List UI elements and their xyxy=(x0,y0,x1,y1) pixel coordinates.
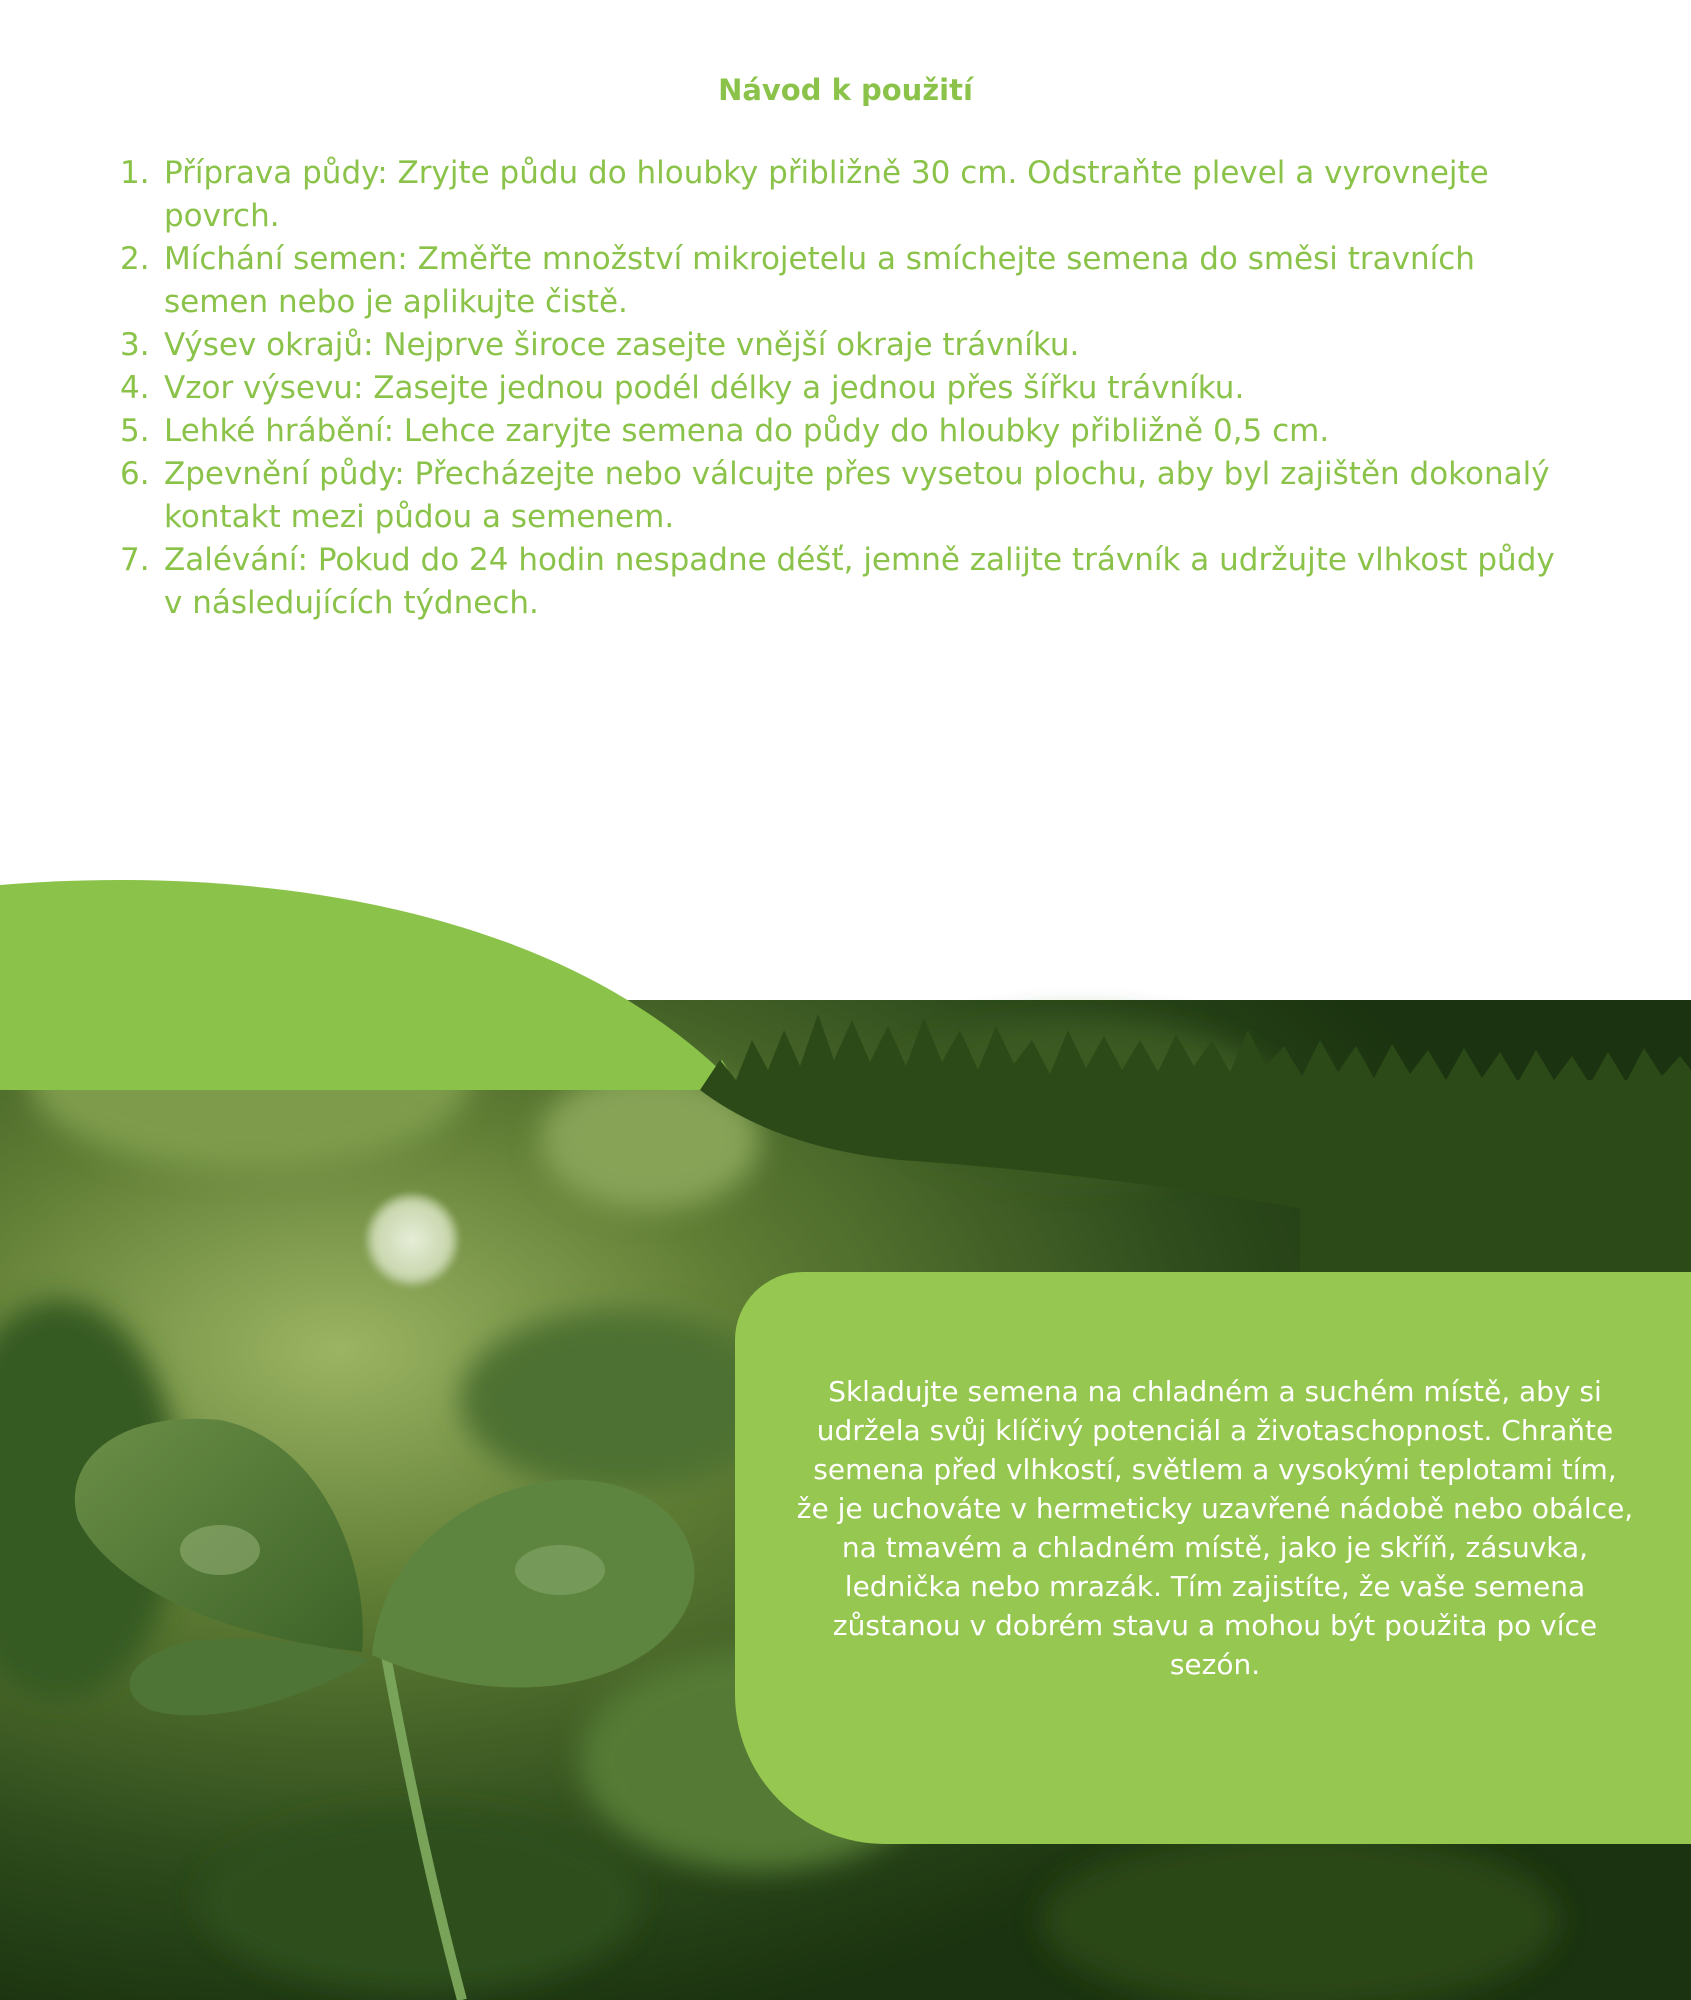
list-item xyxy=(120,238,1560,324)
step-number: 2. xyxy=(120,241,150,277)
list-item xyxy=(120,324,1560,367)
list-item xyxy=(120,410,1560,453)
step-number: 3. xyxy=(120,327,150,363)
step-text: Lehké hrábění: Lehce zaryjte semena do půdy do hloubky přibližně 0,5 cm. xyxy=(164,413,1330,449)
page-title: Návod k použití xyxy=(718,73,973,107)
step-text: Zalévání: Pokud do 24 hodin nespadne déšť, jemně zalijte trávník a udržujte vlhkost půdy v následujících týdnech. xyxy=(164,542,1555,621)
step-text: Míchání semen: Změřte množství mikrojetelu a smíchejte semena do směsi travních semen nebo je aplikujte čistě. xyxy=(164,241,1475,320)
list-item xyxy=(120,367,1560,410)
step-number: 7. xyxy=(120,542,150,578)
storage-text: Skladujte semena na chladném a suchém místě, aby si udržela svůj klíčivý potenciál a životaschopnost. Chraňte semena před vlhkostí, světlem a vysokými teplotami tím, že je uchováte v hermeticky uzavřené nádobě nebo obálce, na tmavém a chladném místě, jako je skříň, zásuvka, lednička nebo mrazák. Tím zajistíte, že vaše semena zůstanou v dobrém stavu a mohou být použita po více sezón. xyxy=(796,1375,1634,1681)
step-text: Výsev okrajů: Nejprve široce zasejte vnější okraje trávníku. xyxy=(164,327,1080,363)
list-item xyxy=(120,152,1560,238)
list-item xyxy=(120,539,1560,625)
step-text: Příprava půdy: Zryjte půdu do hloubky přibližně 30 cm. Odstraňte plevel a vyrovnejte povrch. xyxy=(164,155,1489,234)
list-item xyxy=(120,453,1560,539)
step-text: Zpevnění půdy: Přecházejte nebo válcujte přes vysetou plochu, aby byl zajištěn dokonalý kontakt mezi půdou a semenem. xyxy=(164,456,1550,535)
step-number: 6. xyxy=(120,456,150,492)
instruction-list xyxy=(120,152,1560,625)
step-number: 4. xyxy=(120,370,150,406)
step-number: 1. xyxy=(120,155,150,191)
storage-info-box xyxy=(735,1272,1691,1844)
step-text: Vzor výsevu: Zasejte jednou podél délky a jednou přes šířku trávníku. xyxy=(164,370,1245,406)
step-number: 5. xyxy=(120,413,150,449)
